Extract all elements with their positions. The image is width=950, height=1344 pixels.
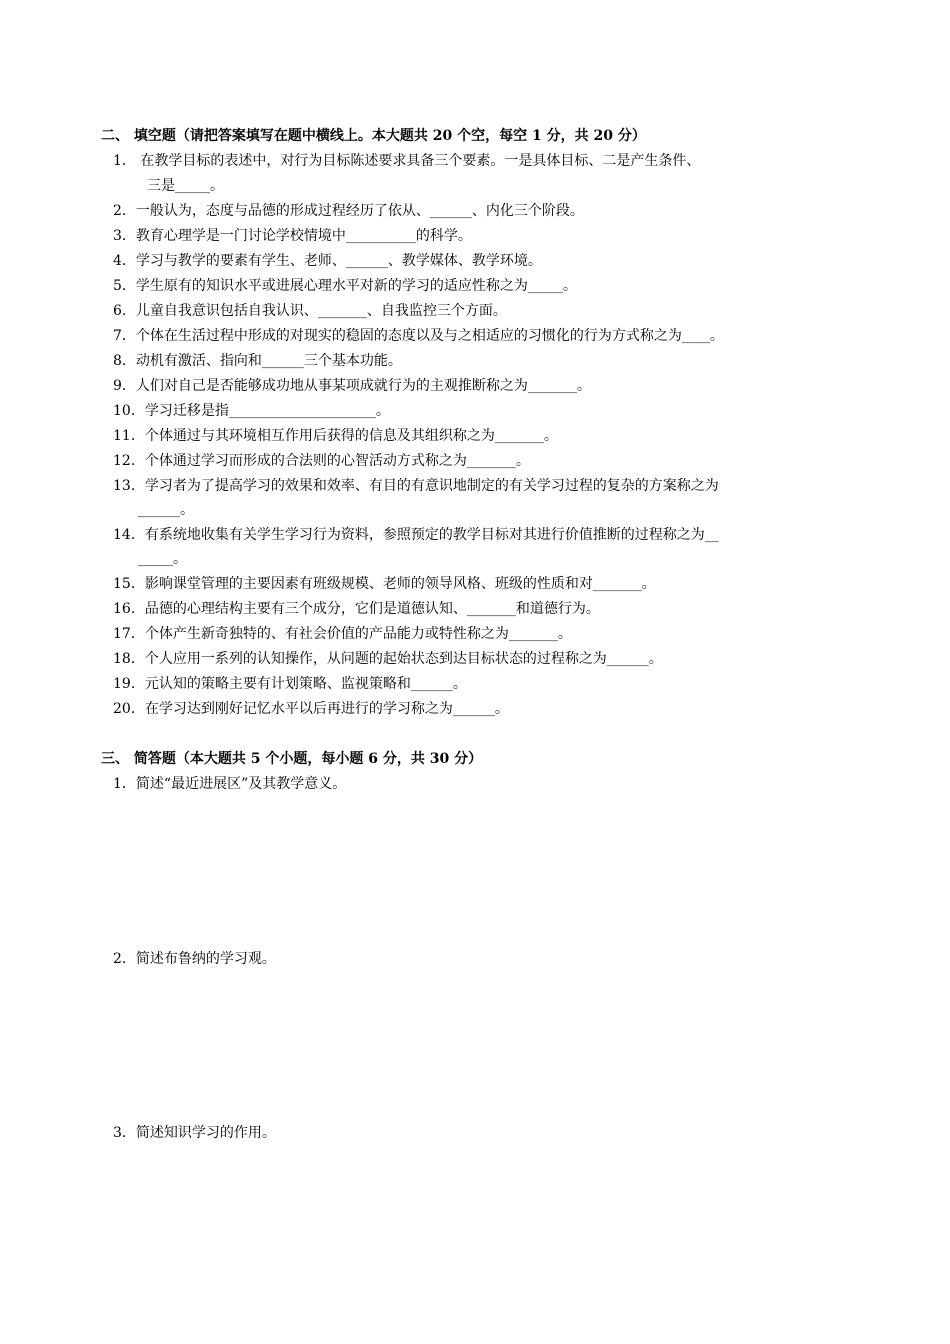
- question-2-14-cont: _____。: [138, 551, 187, 567]
- question-2-14: 14．有系统地收集有关学生学习行为资料，参照预定的教学目标对其进行价值推断的过程称之为__: [113, 527, 719, 543]
- question-2-13: 13．学习者为了提高学习的效果和效率、有目的有意识地制定的有关学习过程的复杂的方案称之为: [113, 478, 719, 494]
- question-3-2: 2．简述布鲁纳的学习观。: [113, 951, 276, 967]
- question-2-9: 9．人们对自己是否能够成功地从事某项成就行为的主观推断称之为_______。: [113, 378, 591, 394]
- section-2-title: 二、 填空题（请把答案填写在题中横线上。本大题共 20 个空，每空 1 分，共 20 分）: [101, 128, 646, 144]
- question-2-10: 10．学习迁移是指_____________________。: [113, 403, 390, 419]
- question-2-15: 15．影响课堂管理的主要因素有班级规模、老师的领导风格、班级的性质和对_______。: [113, 576, 656, 592]
- question-2-7: 7．个体在生活过程中形成的对现实的稳固的态度以及与之相适应的习惯化的行为方式称之为____。: [113, 328, 724, 344]
- question-2-18: 18．个人应用一系列的认知操作，从问题的起始状态到达目标状态的过程称之为______。: [113, 651, 663, 667]
- question-2-4: 4．学习与教学的要素有学生、老师、______、教学媒体、教学环境。: [113, 253, 542, 269]
- question-2-1: 1． 在教学目标的表述中，对行为目标陈述要求具备三个要素。一是具体目标、二是产生条件、: [113, 153, 701, 169]
- question-2-2: 2．一般认为，态度与品德的形成过程经历了依从、______、内化三个阶段。: [113, 203, 584, 219]
- question-2-12: 12．个体通过学习而形成的合法则的心智活动方式称之为_______。: [113, 453, 530, 469]
- question-3-3: 3．简述知识学习的作用。: [113, 1125, 276, 1141]
- question-2-3: 3．教育心理学是一门讨论学校情境中__________的科学。: [113, 228, 472, 244]
- section-3-title: 三、 简答题（本大题共 5 个小题，每小题 6 分，共 30 分）: [101, 751, 483, 767]
- question-2-1-cont: 三是_____。: [147, 178, 224, 194]
- question-2-5: 5．学生原有的知识水平或进展心理水平对新的学习的适应性称之为_____。: [113, 278, 577, 294]
- question-3-1: 1．简述“最近进展区”及其教学意义。: [113, 776, 347, 792]
- question-2-17: 17．个体产生新奇独特的、有社会价值的产品能力或特性称之为_______。: [113, 626, 572, 642]
- question-2-13-cont: ______。: [138, 502, 194, 518]
- question-2-20: 20．在学习达到刚好记忆水平以后再进行的学习称之为______。: [113, 701, 509, 717]
- question-2-19: 19．元认知的策略主要有计划策略、监视策略和______。: [113, 676, 467, 692]
- question-2-6: 6．儿童自我意识包括自我认识、_______、自我监控三个方面。: [113, 303, 507, 319]
- question-2-11: 11．个体通过与其环境相互作用后获得的信息及其组织称之为_______。: [113, 428, 558, 444]
- question-2-8: 8．动机有激活、指向和______三个基本功能。: [113, 353, 402, 369]
- question-2-16: 16．品德的心理结构主要有三个成分，它们是道德认知、_______和道德行为。: [113, 601, 600, 617]
